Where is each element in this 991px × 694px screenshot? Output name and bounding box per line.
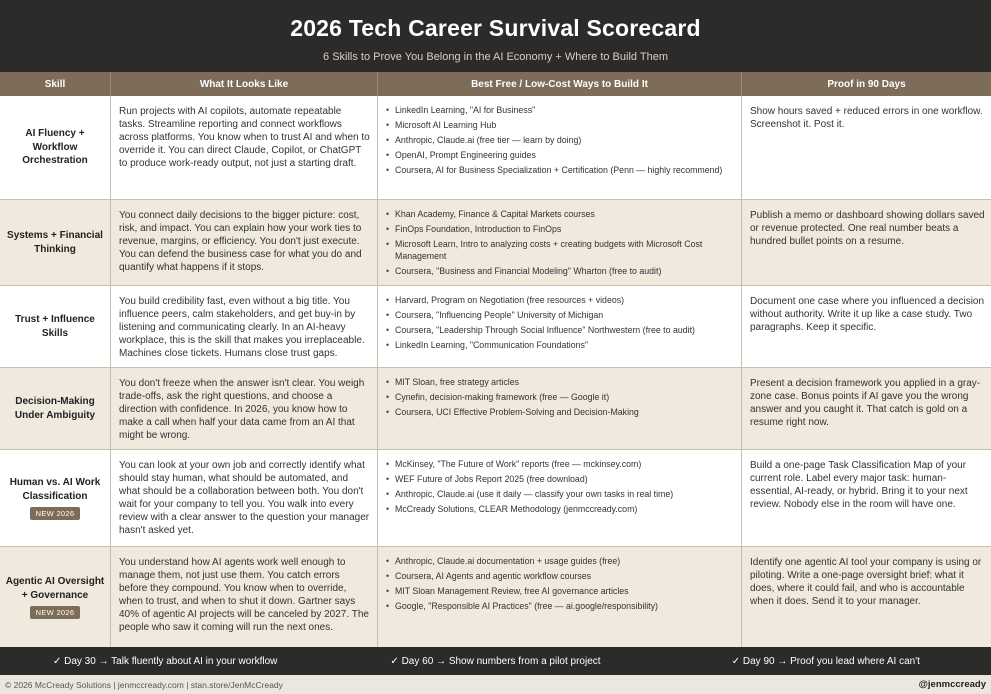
milestone-day-60: ✓ Day 60 → Show numbers from a pilot project [390, 655, 601, 667]
resource-item: • Microsoft Learn, Intro to analyzing costs + creating budgets with Microsoft Cost Management [386, 238, 735, 263]
resources-cell [378, 450, 742, 546]
skill-name: Decision-Making Under Ambiguity [14, 396, 96, 421]
resource-item: • Coursera, "Leadership Through Social Influence" Northwestern (free to audit) [386, 324, 735, 336]
resources-cell [378, 286, 742, 367]
resource-item: • Coursera, UCI Effective Problem-Solving and Decision-Making [386, 406, 735, 418]
skill-cell [0, 286, 111, 367]
column-header-looks-like: What It Looks Like [111, 72, 378, 96]
proof-cell: Publish a memo or dashboard showing dollars saved or revenue protected. One real number beats a hundred bullet points on a resume. [750, 210, 985, 248]
resource-item: • Anthropic, Claude.ai (use it daily — classify your own tasks in real time) [386, 488, 735, 500]
page-title: 2026 Tech Career Survival Scorecard [290, 15, 701, 41]
resource-item: • OpenAI, Prompt Engineering guides [386, 149, 735, 161]
resource-item: • MIT Sloan Management Review, free AI governance articles [386, 585, 735, 597]
proof-cell: Identify one agentic AI tool your company is using or piloting. Write a one-page oversight brief: what it does, where it could fail, and who is accountable when it does. Send it to your manager. [750, 557, 982, 608]
skill-name: AI Fluency + Workflow Orchestration [22, 128, 88, 167]
resource-item: • McCready Solutions, CLEAR Methodology (jenmccready.com) [386, 503, 735, 515]
column-header-proof: Proof in 90 Days [827, 78, 906, 90]
table-row [0, 286, 991, 368]
skill-cell [0, 368, 111, 449]
new-badge: NEW 2026 [30, 606, 81, 619]
skill-cell [0, 547, 111, 647]
resource-item: • Microsoft AI Learning Hub [386, 119, 735, 131]
resource-item: • WEF Future of Jobs Report 2025 (free download) [386, 473, 735, 485]
proof-cell: Build a one-page Task Classification Map of your current role. Label every major task: human-essential, AI-ready, or hybrid. Bring it to your next review. Nobody else in the room will have one. [750, 460, 968, 511]
resource-item: • LinkedIn Learning, "Communication Foundations" [386, 339, 735, 351]
resource-item: • Khan Academy, Finance & Capital Markets courses [386, 208, 735, 220]
skill-name: Systems + Financial Thinking [7, 230, 103, 255]
table-row [0, 96, 991, 200]
resources-cell [378, 368, 742, 449]
skill-name: Human vs. AI Work Classification [9, 477, 101, 502]
resource-item: • Coursera, AI for Business Specialization + Certification (Penn — highly recommend) [386, 164, 735, 176]
resource-item: • Cynefin, decision-making framework (free — Google it) [386, 391, 735, 403]
page-subtitle: 6 Skills to Prove You Belong in the AI Economy + Where to Build Them [323, 51, 668, 63]
table-row [0, 547, 991, 647]
milestones-bar [0, 647, 991, 675]
resources-cell [378, 547, 742, 647]
table-row [0, 200, 991, 286]
skill-cell [0, 450, 111, 546]
looks-like-cell: You connect daily decisions to the bigger picture: cost, risk, and impact. You can explain how your work ties to revenue, margins, or efficiency. You don't just execute. You can defend the business case for what you do and quantify what happens if it stops. [111, 200, 378, 285]
proof-cell: Document one case where you influenced a decision without authority. Write it up like a case study. Two paragraphs. Keep it specific. [750, 296, 985, 334]
resource-item: • MIT Sloan, free strategy articles [386, 376, 735, 388]
skill-cell [0, 200, 111, 285]
skill-name: Agentic AI Oversight + Governance [5, 576, 105, 601]
page-header [0, 0, 991, 72]
looks-like-cell: You can look at your own job and correctly identify what should stay human, what should be automated, and what should be a collaboration between both. You don't wait for your company to tell you. You walk into every review with a clear answer to the question your manager hasn't asked yet. [111, 450, 378, 546]
milestone-day-90: ✓ Day 90 → Proof you lead where AI can't [731, 655, 920, 667]
column-header-resources: Best Free / Low-Cost Ways to Build It [378, 72, 742, 96]
table-row [0, 368, 991, 450]
resource-item: • FinOps Foundation, Introduction to FinOps [386, 223, 735, 235]
resource-item: • Coursera, "Business and Financial Modeling" Wharton (free to audit) [386, 265, 735, 277]
copyright-text: © 2026 McCready Solutions | jenmccready.com | stan.store/JenMcCready [5, 679, 283, 690]
milestone-day-30: ✓ Day 30 → Talk fluently about AI in your workflow [52, 655, 278, 667]
table-header [0, 72, 991, 96]
resource-item: • McKinsey, "The Future of Work" reports (free — mckinsey.com) [386, 458, 735, 470]
skill-name: Trust + Influence Skills [15, 314, 95, 339]
resources-cell [378, 200, 742, 285]
looks-like-cell: You build credibility fast, even without a big title. You influence peers, calm stakeholders, and get buy-in by listening and communicating clearly. In an AI-heavy workplace, this is the skill that makes you irreplaceable. Machines close tickets. Humans close trust gaps. [111, 286, 378, 367]
resource-item: • LinkedIn Learning, "AI for Business" [386, 104, 735, 116]
proof-cell: Show hours saved + reduced errors in one workflow. Screenshot it. Post it. [750, 106, 983, 131]
looks-like-cell: You understand how AI agents work well enough to manage them, not just use them. You catch errors before they compound. You know when to override, when to trust, and when to shut it down. Gartner says 40% of agentic AI projects will be canceled by 2027. The people who saw it coming will run the next ones. [111, 547, 378, 647]
column-header-skill: Skill [0, 72, 111, 96]
new-badge: NEW 2026 [30, 507, 81, 520]
resource-item: • Coursera, "Influencing People" University of Michigan [386, 309, 735, 321]
proof-cell: Present a decision framework you applied in a gray-zone case. Bonus points if AI gave you the wrong answer and you caught it. That catch is gold on a resume right now. [750, 378, 981, 429]
resource-item: • Anthropic, Claude.ai (free tier — learn by doing) [386, 134, 735, 146]
scorecard-table [0, 96, 991, 647]
credit-bar [0, 675, 991, 694]
social-handle: @jenmccready [918, 679, 986, 690]
looks-like-cell: You don't freeze when the answer isn't clear. You weigh trade-offs, ask the right questions, and choose a direction with confidence. In 2026, you know how to make a call when half your data came from an AI that might be wrong. [111, 368, 378, 449]
resource-item: • Coursera, AI Agents and agentic workflow courses [386, 570, 735, 582]
looks-like-cell: Run projects with AI copilots, automate repeatable tasks. Streamline reporting and connect workflows across platforms. You know when to trust AI and when to override it. You can direct Claude, Copilot, or ChatGPT to produce work-ready output, not just a starting draft. [111, 96, 378, 199]
resource-item: • Harvard, Program on Negotiation (free resources + videos) [386, 294, 735, 306]
resource-item: • Google, "Responsible AI Practices" (free — ai.google/responsibility) [386, 600, 735, 612]
resources-cell [378, 96, 742, 199]
skill-cell [0, 96, 111, 199]
resource-item: • Anthropic, Claude.ai documentation + usage guides (free) [386, 555, 735, 567]
table-row [0, 450, 991, 547]
